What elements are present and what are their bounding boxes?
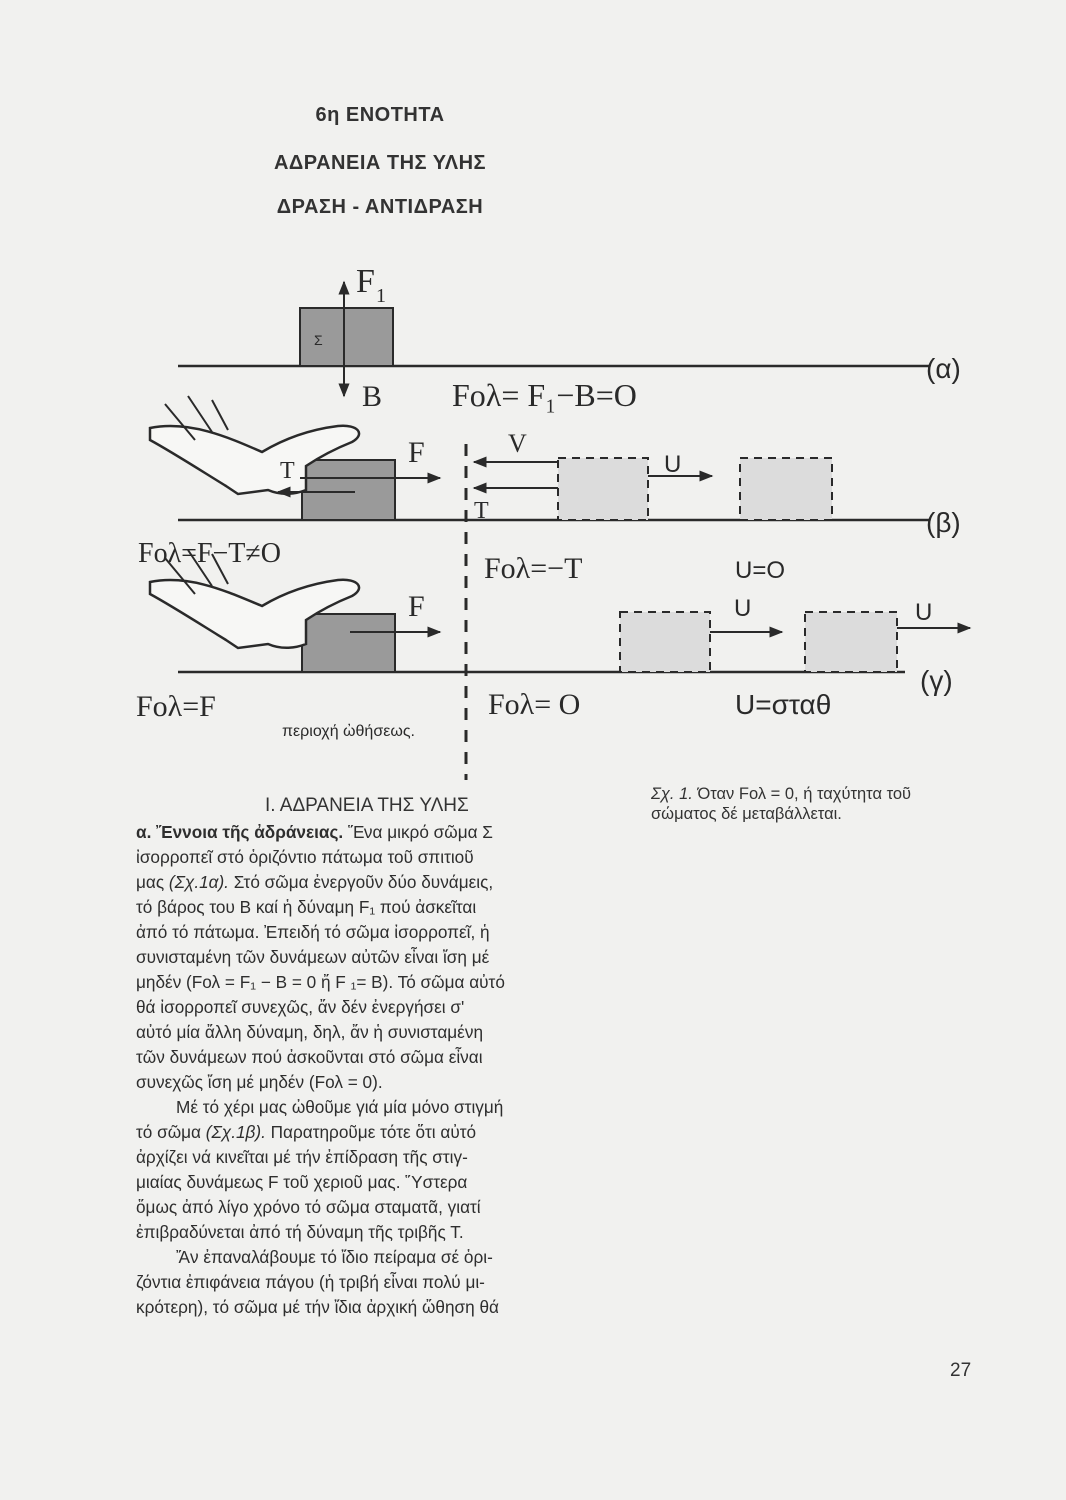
- label-b: (β): [926, 507, 961, 538]
- chapter-subtitle: ΔΡΑΣΗ - ΑΝΤΙΔΡΑΣΗ: [276, 196, 484, 218]
- block-b: [302, 460, 395, 520]
- body-line: ζόντια ἐπιφάνεια πάγου (ἡ τριβή εἶναι πολύ μι-: [136, 1272, 485, 1292]
- velocity-label-b: U: [664, 451, 682, 478]
- equation-c-mid: Foλ= O: [488, 688, 581, 721]
- body-line: μηδέν (Fολ = F₁ − Β = 0 ἤ F ₁= Β). Τό σῶμα αὐτό: [136, 972, 505, 992]
- body-line: μιαίας δυνάμεως F τοῦ χεριοῦ μας. Ὕστερα: [136, 1172, 468, 1192]
- caption-ref: Σχ. 1.: [651, 785, 693, 803]
- body-line: ἰσορροπεῖ στό ὁριζόντιο πάτωμα τοῦ σπιτιοῦ: [136, 847, 474, 867]
- body-line: αὐτό μία ἄλλη δύναμη, δηλ, ἄν ἡ συνισταμένη: [136, 1022, 483, 1042]
- velocity-zero-label: U=O: [735, 557, 786, 584]
- label-a: (α): [926, 353, 961, 384]
- velocity-label-c1: U: [734, 595, 752, 622]
- chapter-title: ΑΔΡΑΝΕΙΑ ΤΗΣ ΥΛΗΣ: [273, 152, 487, 174]
- body-line: κρότερη), τό σῶμα μέ τήν ἴδια ἀρχική ὤθηση θά: [136, 1297, 499, 1317]
- block-label: Σ: [314, 332, 323, 348]
- weight-label: B: [362, 380, 383, 413]
- body-line: ἐπιβραδύνεται ἀπό τή δύναμη τῆς τριβῆς Τ.: [136, 1222, 464, 1242]
- unit-heading: 6η ΕΝΟΤΗΤΑ: [315, 104, 445, 126]
- body-line: τῶν δυνάμεων πού ἀσκοῦνται στό σῶμα εἶναι: [136, 1047, 483, 1067]
- body-line: συνεχῶς ἴση μέ μηδέν (Fολ = 0).: [136, 1072, 383, 1092]
- equation-b-left: Foλ=F−T≠O: [138, 538, 281, 569]
- body-line: μας (Σχ.1α). Στό σῶμα ἐνεργοῦν δύο δυνάμεις,: [136, 872, 494, 892]
- figure-ref-1a: (Σχ.1α).: [168, 872, 229, 892]
- ghost-block-b2: [740, 458, 832, 520]
- friction-label-b: T: [280, 458, 295, 484]
- push-force-label-c: F: [408, 590, 425, 623]
- figure-ref-1b: (Σχ.1β).: [205, 1122, 266, 1142]
- body-text: [136, 820, 616, 1320]
- ghost-block-c2: [805, 612, 897, 672]
- velocity-label-c2: U: [915, 599, 933, 626]
- block-c: [302, 614, 395, 672]
- velocity-const-label: U=σταθ: [735, 689, 832, 720]
- ghost-block-c1: [620, 612, 710, 672]
- caption-text: Όταν Fολ = 0, ή ταχύτητα τοῦ σώματος δέ μεταβάλλεται.: [651, 785, 912, 823]
- body-line: Μέ τό χέρι μας ὠθοῦμε γιά μία μόνο στιγμή: [176, 1097, 504, 1117]
- body-line: ὅμως ἀπό λίγο χρόνο τό σῶμα σταματᾶ, γιατί: [136, 1197, 481, 1217]
- equation-b-mid: Foλ=−T: [484, 552, 583, 585]
- ghost-block-b1: [558, 458, 648, 520]
- body-line: θά ἰσορροπεῖ συνεχῶς, ἄν δέν ἐνεργήσει σ': [136, 997, 465, 1017]
- body-line: Ἄν ἐπαναλάβουμε τό ἴδιο πείραμα σέ ὁρι-: [176, 1247, 493, 1267]
- body-line: ἀπό τό πάτωμα. Ἐπειδή τό σῶμα ἰσορροπεῖ, ἡ: [136, 922, 490, 942]
- subsection-heading: α. Ἔννοια τῆς ἀδράνειας.: [136, 822, 344, 842]
- body-line: τό βάρος του Β καί ἡ δύναμη F₁ πού ἀσκεῖται: [136, 897, 477, 917]
- push-force-label-b: F: [408, 436, 425, 469]
- friction-label-right: T: [474, 498, 489, 524]
- body-line: τό σῶμα (Σχ.1β). Παρατηροῦμε τότε ὅτι αὐτό: [136, 1122, 477, 1142]
- figure-caption: [651, 784, 981, 824]
- label-c: (γ): [920, 665, 953, 696]
- body-line: συνισταμένη τῶν δυνάμεων αὐτῶν εἶναι ἴση μέ: [136, 947, 490, 967]
- body-line: α. Ἔννοια τῆς ἀδράνειας. Ἕνα μικρό σῶμα Σ: [136, 822, 493, 842]
- equation-c-left: Foλ=F: [136, 690, 216, 723]
- push-region-label: περιοχή ὠθήσεως.: [282, 723, 415, 740]
- page-number: 27: [950, 1360, 972, 1381]
- section-title: Ι. ΑΔΡΑΝΕΙΑ ΤΗΣ ΥΛΗΣ: [265, 795, 469, 816]
- equation-a: Fολ= F₁−B=O: [452, 377, 637, 413]
- velocity-left-label: V: [508, 429, 527, 458]
- body-line: ἀρχίζει νά κινεῖται μέ τήν ἐπίδραση τῆς στιγ-: [136, 1147, 468, 1167]
- force-f1-subscript: 1: [376, 285, 386, 307]
- force-f1-label: F: [356, 263, 375, 300]
